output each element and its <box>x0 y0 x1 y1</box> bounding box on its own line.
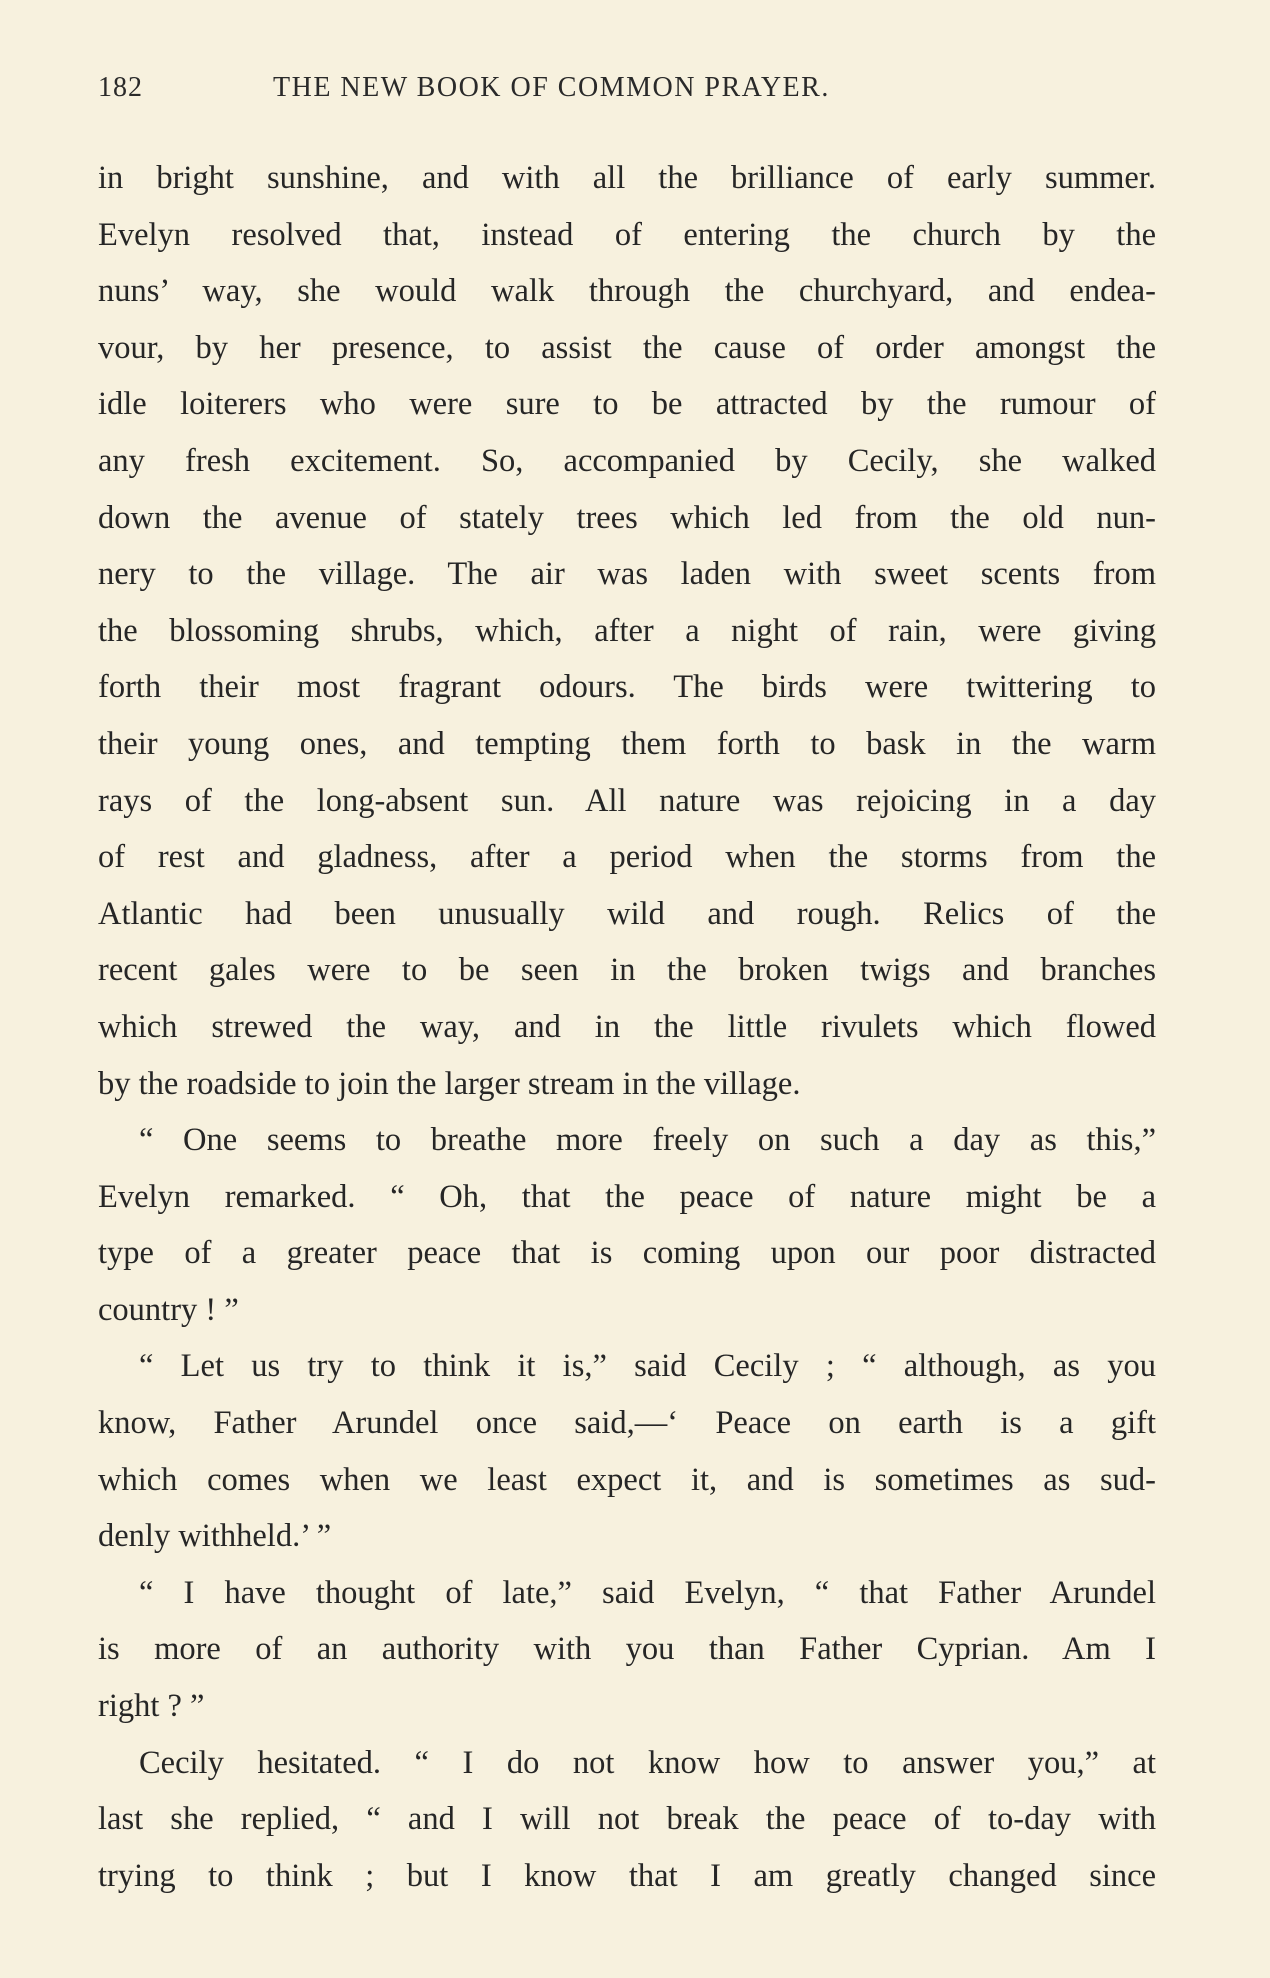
text-line: nery to the village. The air was laden with sweet scents from <box>98 556 1156 593</box>
text-line: down the avenue of stately trees which led from the old nun- <box>98 499 1156 536</box>
text-line: Evelyn remarked. “ Oh, that the peace of nature might be a <box>98 1178 1156 1215</box>
text-line: nuns’ way, she would walk through the churchyard, and endea- <box>98 273 1156 310</box>
body-text <box>98 150 1156 1904</box>
text-line: know, Father Arundel once said,—‘ Peace on earth is a gift <box>98 1405 1156 1442</box>
text-line: recent gales were to be seen in the broken twigs and branches <box>98 952 1156 989</box>
text-line: forth their most fragrant odours. The birds were twittering to <box>98 669 1156 706</box>
running-head <box>98 72 1160 112</box>
text-line: is more of an authority with you than Father Cyprian. Am I <box>98 1631 1156 1668</box>
text-line: of rest and gladness, after a period when the storms from the <box>98 839 1156 876</box>
text-line: the blossoming shrubs, which, after a night of rain, were giving <box>98 612 1156 649</box>
text-line: by the roadside to join the larger stream in the village. <box>98 1065 801 1102</box>
text-line: rays of the long-absent sun. All nature was rejoicing in a day <box>98 782 1156 819</box>
text-line: any fresh excitement. So, accompanied by Cecily, she walked <box>98 442 1156 479</box>
text-line: Atlantic had been unusually wild and rough. Relics of the <box>98 895 1156 932</box>
page-number: 182 <box>98 72 143 103</box>
text-line: denly withheld.’ ” <box>98 1518 332 1555</box>
text-line: type of a greater peace that is coming upon our poor distracted <box>98 1235 1156 1272</box>
text-line: in bright sunshine, and with all the brilliance of early summer. <box>98 160 1156 196</box>
text-line: “ I have thought of late,” said Evelyn, “ that Father Arundel <box>139 1574 1156 1611</box>
text-line: their young ones, and tempting them forth to bask in the warm <box>98 725 1156 762</box>
text-line: trying to think ; but I know that I am greatly changed since <box>98 1857 1156 1894</box>
text-line: “ One seems to breathe more freely on such a day as this,” <box>139 1122 1156 1159</box>
text-line: Cecily hesitated. “ I do not know how to answer you,” at <box>139 1744 1156 1781</box>
text-line: vour, by her presence, to assist the cause of order amongst the <box>98 329 1156 366</box>
text-line: “ Let us try to think it is,” said Cecily ; “ although, as you <box>139 1348 1156 1385</box>
text-line: which strewed the way, and in the little rivulets which flowed <box>98 1008 1156 1045</box>
text-line: Evelyn resolved that, instead of entering the church by the <box>98 216 1156 253</box>
text-line: which comes when we least expect it, and is sometimes as sud- <box>98 1461 1156 1498</box>
text-line: last she replied, “ and I will not break the peace of to-day with <box>98 1801 1156 1838</box>
text-line: right ? ” <box>98 1688 205 1725</box>
text-line: idle loiterers who were sure to be attracted by the rumour of <box>98 386 1156 423</box>
text-line: country ! ” <box>98 1291 239 1328</box>
book-title: THE NEW BOOK OF COMMON PRAYER. <box>273 72 830 103</box>
